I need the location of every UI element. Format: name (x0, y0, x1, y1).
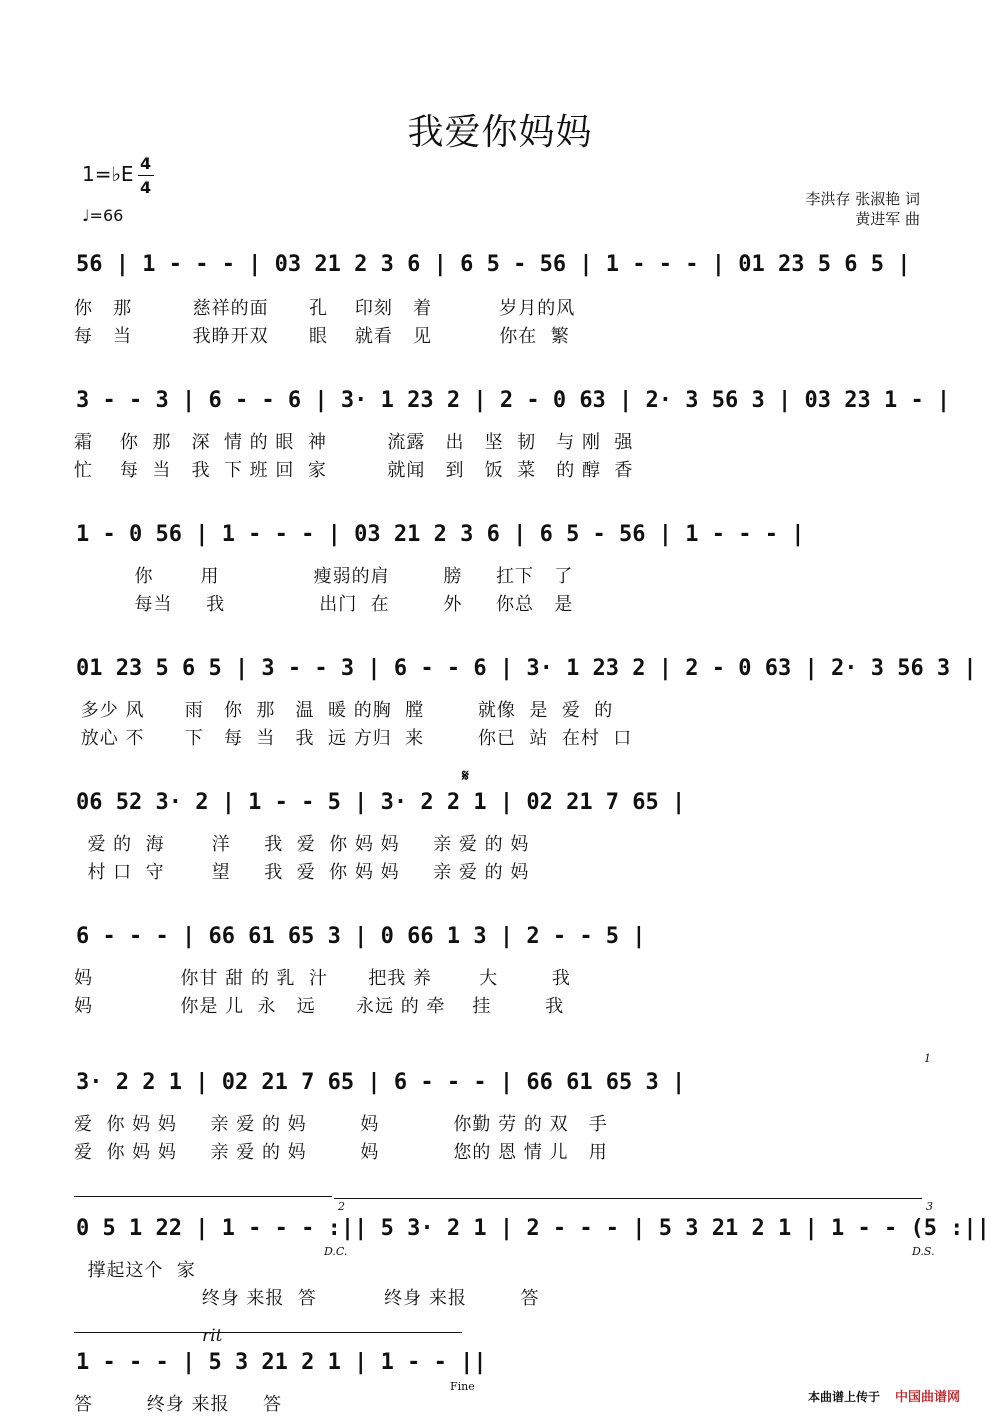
volta-3-number: 3 (926, 1200, 933, 1213)
lyrics-row-7-verse-2: 爱 你 妈 妈 亲 爱 的 妈 妈 您的 恩 情 儿 用 (74, 1142, 608, 1163)
fine-marking: Fine (450, 1380, 475, 1393)
notation-row-9: 1 - - - | 5 3 21 2 1 | 1 - - || (76, 1350, 487, 1375)
volta-1-number: 1 (924, 1052, 931, 1065)
lyrics-row-5-verse-2: 村 口 守 望 我 爱 你 妈 妈 亲 爱 的 妈 (74, 862, 530, 883)
lyrics-row-7-verse-1: 爱 你 妈 妈 亲 爱 的 妈 妈 你勤 劳 的 双 手 (74, 1114, 608, 1135)
lyrics-row-8-verse-1: 撑起这个 家 (74, 1260, 196, 1281)
notation-row-3: 1 - 0 56 | 1 - - - | 03 21 2 3 6 | 6 5 - 56 | 1 - - - | (76, 522, 805, 547)
lyrics-row-9: 答 终身 来报 答 (74, 1394, 283, 1415)
footer-text: 本曲谱上传于 (808, 1390, 881, 1404)
lyrics-row-2-verse-1: 霜 你 那 深 情 的 眼 神 流露 出 坚 韧 与 刚 强 (74, 432, 634, 453)
lyrics-row-2-verse-2: 忙 每 当 我 下 班 回 家 就闻 到 饭 菜 的 醇 香 (74, 460, 634, 481)
volta-2-number: 2 (338, 1200, 345, 1213)
lyrics-row-8-verse-2: 终身 来报 答 终身 来报 答 (74, 1288, 540, 1309)
volta-2-bracket (334, 1198, 922, 1199)
dc-marking: D.C. (324, 1245, 348, 1258)
lyrics-row-4-verse-1: 多少 风 雨 你 那 温 暖 的胸 膛 就像 是 爱 的 (74, 700, 614, 721)
notation-row-4: 01 23 5 6 5 | 3 - - 3 | 6 - - 6 | 3· 1 23 2 | 2 - 0 63 | 2· 3 56 3 | (76, 656, 977, 681)
lyrics-row-6-verse-1: 妈 你甘 甜 的 乳 汁 把我 养 大 我 (74, 968, 571, 989)
lyricist-credit: 李洪存 张淑艳 词 (805, 190, 920, 208)
song-title: 我爱你妈妈 (407, 112, 593, 153)
lyrics-row-1-verse-2: 每 当 我睁开双 眼 就看 见 你在 繁 (74, 326, 570, 347)
site-logo[interactable]: 中国曲谱网 (895, 1390, 961, 1405)
notation-row-2: 3 - - 3 | 6 - - 6 | 3· 1 23 2 | 2 - 0 63 | 2· 3 56 3 | 03 23 1 - | (76, 388, 951, 413)
time-signature-top: 4 (140, 154, 152, 173)
lyrics-row-5-verse-1: 爱 的 海 洋 我 爱 你 妈 妈 亲 爱 的 妈 (74, 834, 530, 855)
notation-row-1: 56 | 1 - - - | 03 21 2 3 6 | 6 5 - 56 | 1 - - - | 01 23 5 6 5 | (76, 252, 911, 277)
time-signature-divider (138, 175, 154, 176)
lyrics-row-4-verse-2: 放心 不 下 每 当 我 远 方归 来 你已 站 在村 口 (74, 728, 633, 749)
ds-marking: D.S. (912, 1245, 935, 1258)
volta-final-bracket (74, 1332, 462, 1333)
lyrics-row-3-verse-2: 每当 我 出门 在 外 你总 是 (74, 594, 574, 615)
key-signature: 1=♭E (82, 162, 134, 186)
lyrics-row-6-verse-2: 妈 你是 儿 永 远 永远 的 牵 挂 我 (74, 996, 565, 1017)
segno-sign: 𝄋 (462, 766, 469, 785)
notation-row-7: 3· 2 2 1 | 02 21 7 65 | 6 - - - | 66 61 65 3 | (76, 1070, 686, 1095)
ritardando-marking: rit (202, 1326, 223, 1346)
lyrics-row-3-verse-1: 你 用 瘦弱的肩 膀 扛下 了 (74, 566, 574, 587)
notation-row-6: 6 - - - | 66 61 65 3 | 0 66 1 3 | 2 - - 5 | (76, 924, 646, 949)
notation-row-5: 06 52 3· 2 | 1 - - 5 | 3· 2 2 1 | 02 21 7 65 | (76, 790, 686, 815)
volta-1-bracket (74, 1196, 332, 1197)
tempo-marking: ♩=66 (82, 206, 124, 225)
composer-credit: 黄进军 曲 (855, 210, 920, 228)
lyrics-row-1-verse-1: 你 那 慈祥的面 孔 印刻 着 岁月的风 (74, 298, 576, 319)
time-signature-bottom: 4 (140, 178, 152, 197)
notation-row-8: 0 5 1 22 | 1 - - - :|| 5 3· 2 1 | 2 - - - | 5 3 21 2 1 | 1 - - (5 :|| (76, 1216, 990, 1241)
